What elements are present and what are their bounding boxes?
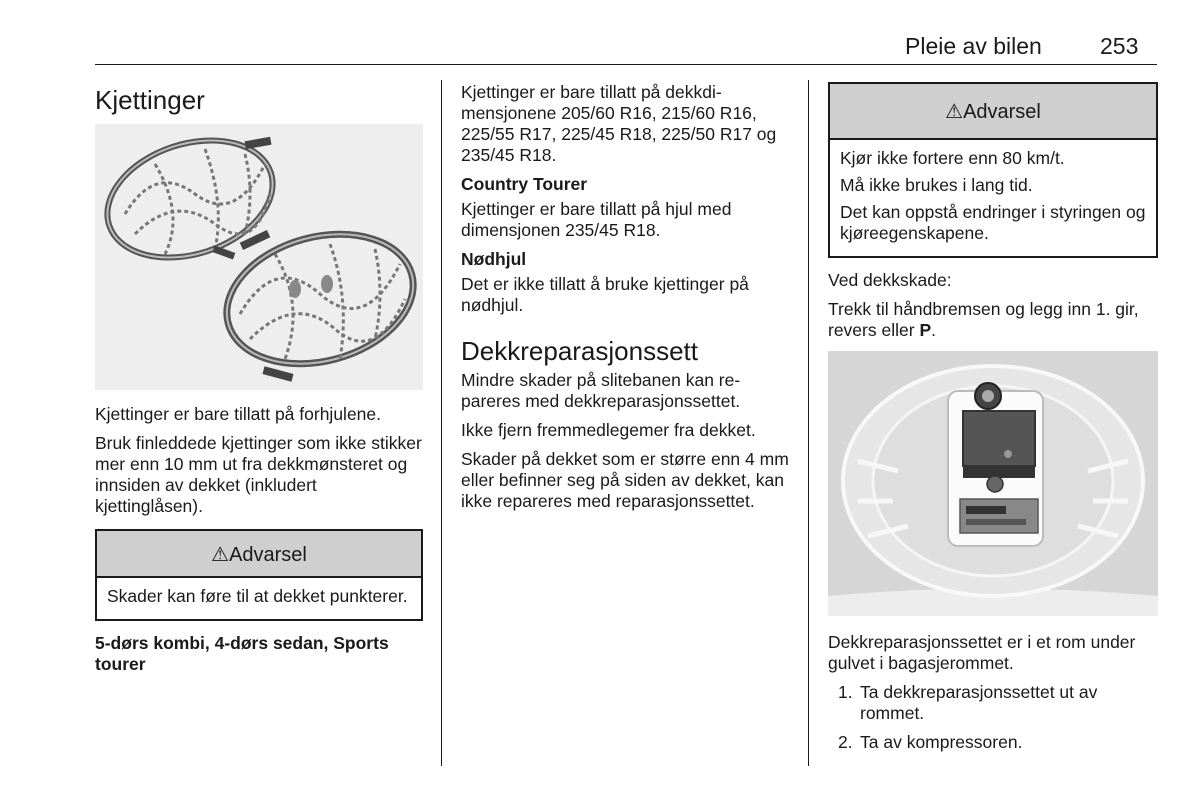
warning-triangle-icon: ⚠ [211, 544, 230, 566]
paragraph-country-tourer: Kjettinger er bare tillatt på hjul med dimensjonen 235/45 R18. [461, 199, 732, 240]
column-2 [461, 82, 791, 520]
warning-box-speed [828, 82, 1158, 258]
column-divider-2 [808, 80, 809, 766]
subheading-spare-wheel: Nødhjul [461, 249, 527, 269]
warning-title: Advarsel [963, 101, 1041, 123]
snow-chains-illustration [95, 124, 423, 390]
repair-kit-compartment-icon [828, 351, 1158, 616]
page-number: 253 [1100, 33, 1139, 59]
warning-box-puncture [95, 529, 423, 621]
column-1 [95, 80, 423, 679]
warning-header [830, 84, 1156, 140]
tyre-repair-kit-illustration [828, 351, 1158, 616]
list-item: 1. Ta dekkreparasjonssettet ut av rommet. [838, 682, 1098, 723]
column-3 [828, 80, 1158, 761]
paragraph-minor-damage: Mindre skader på slitebanen kan repareres med dekkreparasjonssettet. [461, 370, 741, 411]
warning-header [97, 531, 421, 578]
paragraph-spare-wheel: Det er ikke tillatt å bruke kjettinger på nødhjul. [461, 274, 749, 315]
paragraph-foreign-objects: Ikke fjern fremmedlegemer fra dekket. [461, 420, 756, 440]
paragraph-fine-chains: Bruk finleddede kjettinger som ikke stikker mer enn 10 mm ut fra dekkmønsteret og innsiden av dekket (inkludert kjettinglåsen). [95, 433, 422, 516]
section-heading-kjettinger: Kjettinger [95, 85, 205, 115]
warning-triangle-icon: ⚠ [945, 101, 964, 123]
paragraph-kit-location: Dekkreparasjonssettet er i et rom under gulvet i bagasjerommet. [828, 632, 1136, 673]
warning-line-speed: Kjør ikke fortere enn 80 km/t. [840, 148, 1065, 168]
list-item: 2. Ta av kompressoren. [838, 732, 1023, 752]
paragraph-large-damage: Skader på dekket som er større enn 4 mm eller befinner seg på siden av dekket, kan ikke repareres med reparasjonssettet. [461, 449, 789, 511]
paragraph-tyre-damage: Ved dekkskade: [828, 270, 952, 290]
paragraph-handbrake: Trekk til håndbremsen og legg inn 1. gir, revers eller P. [828, 299, 1139, 340]
section-heading-repair-kit: Dekkreparasjonssett [461, 336, 698, 366]
warning-line-handling: Det kan oppstå endringer i styringen og kjøreegenskapene. [840, 202, 1146, 243]
column-divider-1 [441, 80, 442, 766]
paragraph-front-wheels: Kjettinger er bare tillatt på forhjulene. [95, 404, 381, 424]
paragraph-permitted-sizes: Kjettinger er bare tillatt på dekkdimensjonene 205/60 R16, 215/60 R16, 225/55 R17, 225/45 R18, 225/50 R17 og 235/45 R18. [461, 82, 777, 165]
warning-title: Advarsel [229, 544, 307, 566]
running-header-title: Pleie av bilen [905, 33, 1042, 59]
warning-text: Skader kan føre til at dekket punkterer. [107, 586, 408, 606]
snow-chains-icon [95, 124, 423, 390]
instruction-steps [828, 682, 1158, 753]
header-rule [95, 64, 1157, 65]
subheading-body-styles: 5-dørs kombi, 4-dørs sedan, Sports tourer [95, 633, 389, 674]
warning-line-duration: Må ikke brukes i lang tid. [840, 175, 1033, 195]
subheading-country-tourer: Country Tourer [461, 174, 588, 194]
